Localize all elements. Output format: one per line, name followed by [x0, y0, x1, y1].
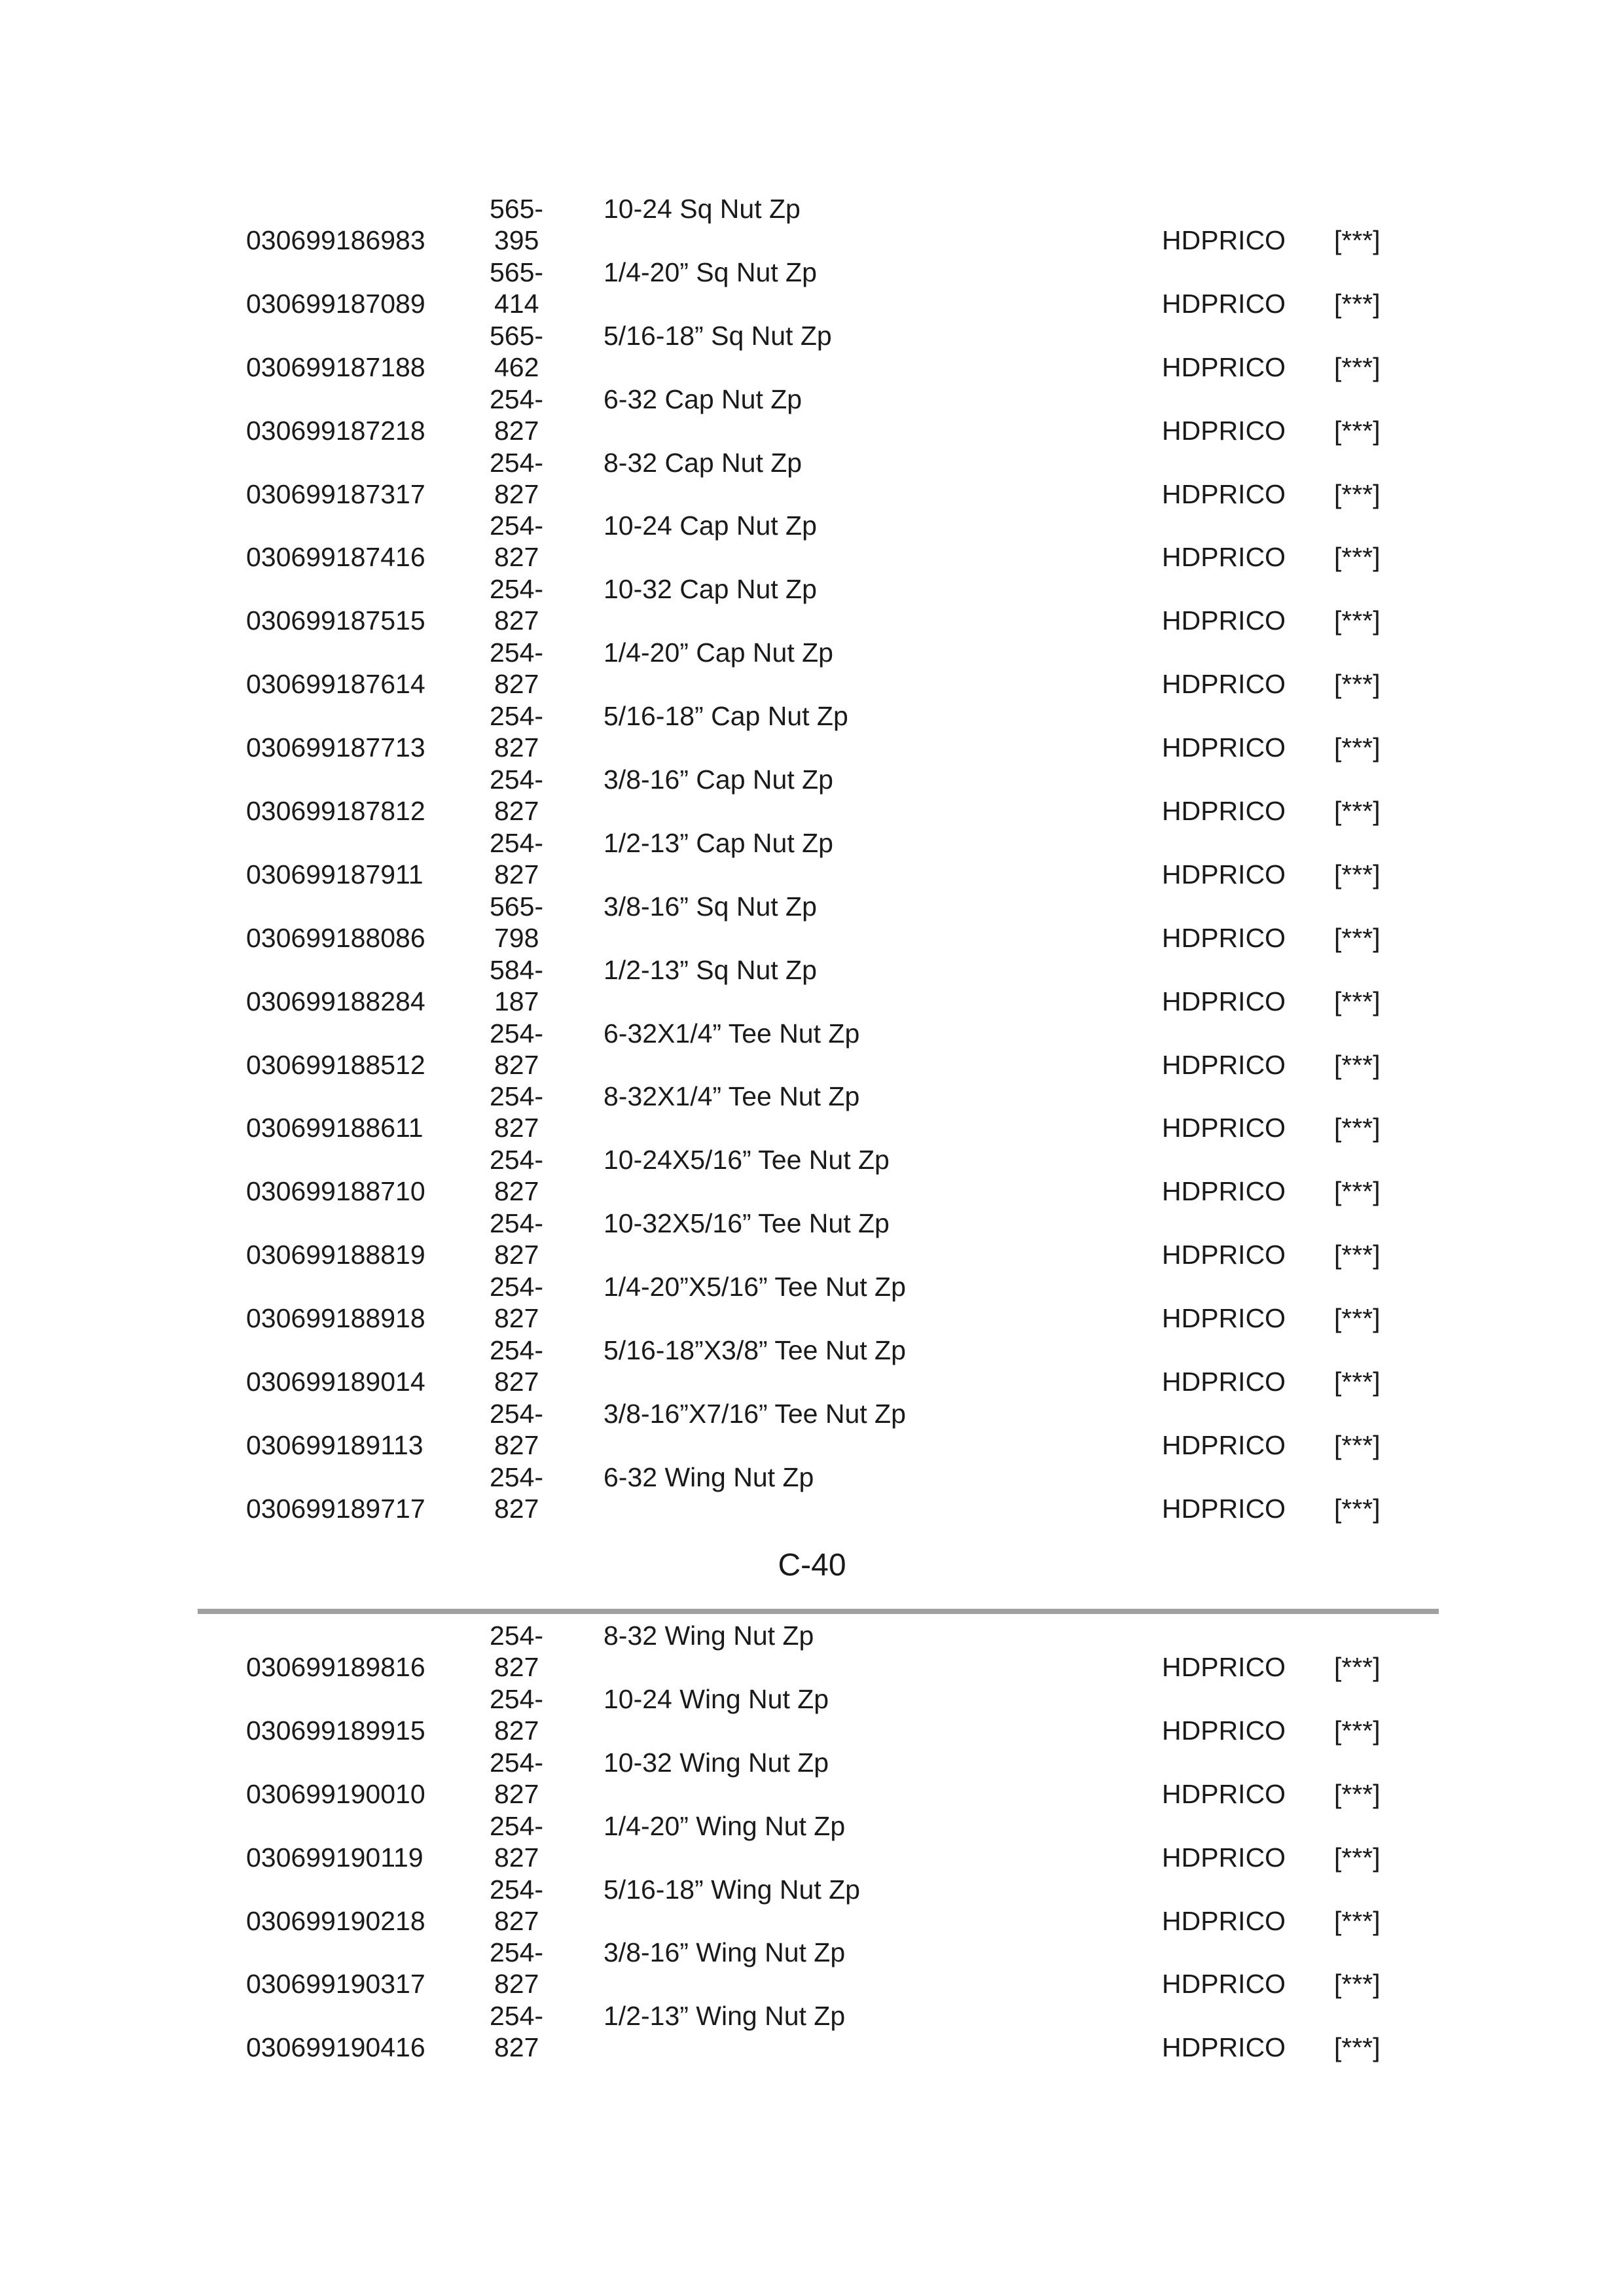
description-cell: 3/8-16” Sq Nut Zp — [604, 891, 817, 922]
sku-prefix-cell: 254- — [490, 637, 544, 668]
sku-prefix-cell: 254- — [490, 1462, 544, 1492]
table-row — [0, 1620, 1624, 1683]
vendor-cell: HDPRICO — [1162, 1240, 1286, 1270]
table-row — [0, 1271, 1624, 1335]
description-cell: 5/16-18” Wing Nut Zp — [604, 1874, 860, 1905]
table-row — [0, 573, 1624, 637]
price-cell: [***] — [1334, 1969, 1380, 2000]
table-row — [0, 257, 1624, 320]
description-cell: 1/4-20”X5/16” Tee Nut Zp — [604, 1272, 906, 1302]
vendor-cell: HDPRICO — [1162, 859, 1286, 889]
upc-cell: 030699190416 — [246, 2032, 425, 2063]
price-cell: [***] — [1334, 1176, 1380, 1207]
price-cell: [***] — [1334, 2032, 1380, 2063]
table-row — [0, 1937, 1624, 2000]
vendor-cell: HDPRICO — [1162, 1429, 1286, 1460]
sku-suffix-cell: 827 — [494, 1429, 539, 1460]
upc-cell: 030699187416 — [246, 542, 425, 573]
vendor-cell: HDPRICO — [1162, 1176, 1286, 1207]
price-cell: [***] — [1334, 1429, 1380, 1460]
page-number: C-40 — [778, 1548, 846, 1583]
table-row — [0, 1462, 1624, 1525]
table-row — [0, 1874, 1624, 1937]
upc-cell: 030699190010 — [246, 1778, 425, 1809]
description-cell: 1/4-20” Cap Nut Zp — [604, 637, 833, 668]
price-cell: [***] — [1334, 1778, 1380, 1809]
sku-prefix-cell: 565- — [490, 320, 544, 351]
vendor-cell: HDPRICO — [1162, 351, 1286, 382]
upc-cell: 030699187713 — [246, 732, 425, 763]
sku-prefix-cell: 254- — [490, 1621, 544, 1651]
price-cell: [***] — [1334, 1113, 1380, 1143]
vendor-cell: HDPRICO — [1162, 1493, 1286, 1524]
price-cell: [***] — [1334, 1303, 1380, 1334]
sku-suffix-cell: 827 — [494, 1493, 539, 1524]
sku-prefix-cell: 254- — [490, 2001, 544, 2032]
vendor-cell: HDPRICO — [1162, 732, 1286, 763]
table-row — [0, 954, 1624, 1018]
price-cell: [***] — [1334, 796, 1380, 827]
upc-cell: 030699189915 — [246, 1715, 425, 1746]
vendor-cell: HDPRICO — [1162, 1303, 1286, 1334]
upc-cell: 030699188819 — [246, 1240, 425, 1270]
price-cell: [***] — [1334, 351, 1380, 382]
description-cell: 10-32X5/16” Tee Nut Zp — [604, 1208, 890, 1239]
table-row — [0, 1144, 1624, 1208]
price-list-table-page-two — [0, 1620, 1624, 2064]
price-cell: [***] — [1334, 1049, 1380, 1080]
sku-prefix-cell: 254- — [490, 1683, 544, 1714]
table-row — [0, 1018, 1624, 1081]
price-cell: [***] — [1334, 1842, 1380, 1873]
price-cell: [***] — [1334, 478, 1380, 509]
table-row — [0, 1683, 1624, 1747]
upc-cell: 030699188512 — [246, 1049, 425, 1080]
sku-prefix-cell: 254- — [490, 1398, 544, 1429]
description-cell: 10-24X5/16” Tee Nut Zp — [604, 1145, 890, 1175]
vendor-cell: HDPRICO — [1162, 1715, 1286, 1746]
description-cell: 1/2-13” Wing Nut Zp — [604, 2001, 846, 2032]
vendor-cell: HDPRICO — [1162, 542, 1286, 573]
upc-cell: 030699189816 — [246, 1652, 425, 1682]
description-cell: 8-32 Wing Nut Zp — [604, 1621, 814, 1651]
description-cell: 10-32 Wing Nut Zp — [604, 1747, 829, 1778]
sku-suffix-cell: 827 — [494, 1715, 539, 1746]
upc-cell: 030699189717 — [246, 1493, 425, 1524]
upc-cell: 030699186983 — [246, 225, 425, 255]
description-cell: 3/8-16” Wing Nut Zp — [604, 1937, 846, 1968]
sku-suffix-cell: 827 — [494, 1303, 539, 1334]
sku-prefix-cell: 254- — [490, 1081, 544, 1112]
description-cell: 5/16-18”X3/8” Tee Nut Zp — [604, 1335, 906, 1366]
sku-suffix-cell: 827 — [494, 1176, 539, 1207]
sku-suffix-cell: 827 — [494, 478, 539, 509]
description-cell: 10-24 Sq Nut Zp — [604, 194, 801, 224]
vendor-cell: HDPRICO — [1162, 922, 1286, 953]
sku-suffix-cell: 827 — [494, 1652, 539, 1682]
upc-cell: 030699187218 — [246, 415, 425, 446]
table-row — [0, 1747, 1624, 1810]
sku-prefix-cell: 565- — [490, 891, 544, 922]
description-cell: 5/16-18” Sq Nut Zp — [604, 320, 832, 351]
price-cell: [***] — [1334, 1715, 1380, 1746]
sku-suffix-cell: 827 — [494, 415, 539, 446]
table-row — [0, 1810, 1624, 1874]
sku-prefix-cell: 254- — [490, 1208, 544, 1239]
description-cell: 6-32X1/4” Tee Nut Zp — [604, 1018, 860, 1049]
sku-suffix-cell: 827 — [494, 1969, 539, 2000]
sku-prefix-cell: 254- — [490, 1874, 544, 1905]
sku-prefix-cell: 254- — [490, 1145, 544, 1175]
vendor-cell: HDPRICO — [1162, 796, 1286, 827]
sku-prefix-cell: 254- — [490, 1810, 544, 1841]
price-cell: [***] — [1334, 225, 1380, 255]
upc-cell: 030699187614 — [246, 669, 425, 700]
price-cell: [***] — [1334, 1493, 1380, 1524]
description-cell: 3/8-16” Cap Nut Zp — [604, 764, 833, 795]
upc-cell: 030699190317 — [246, 1969, 425, 2000]
price-cell: [***] — [1334, 605, 1380, 636]
price-cell: [***] — [1334, 1367, 1380, 1397]
sku-prefix-cell: 254- — [490, 511, 544, 541]
sku-prefix-cell: 254- — [490, 701, 544, 732]
upc-cell: 030699187317 — [246, 478, 425, 509]
upc-cell: 030699187911 — [246, 859, 424, 889]
table-row — [0, 1335, 1624, 1398]
sku-prefix-cell: 565- — [490, 257, 544, 287]
sku-prefix-cell: 254- — [490, 1335, 544, 1366]
upc-cell: 030699189113 — [246, 1429, 424, 1460]
sku-prefix-cell: 254- — [490, 1018, 544, 1049]
description-cell: 8-32X1/4” Tee Nut Zp — [604, 1081, 860, 1112]
table-row — [0, 1398, 1624, 1462]
table-row — [0, 1081, 1624, 1144]
vendor-cell: HDPRICO — [1162, 1969, 1286, 2000]
sku-prefix-cell: 565- — [490, 194, 544, 224]
sku-prefix-cell: 254- — [490, 764, 544, 795]
sku-prefix-cell: 254- — [490, 384, 544, 414]
sku-prefix-cell: 254- — [490, 574, 544, 605]
sku-prefix-cell: 584- — [490, 954, 544, 985]
upc-cell: 030699187188 — [246, 351, 425, 382]
upc-cell: 030699188611 — [246, 1113, 424, 1143]
vendor-cell: HDPRICO — [1162, 1778, 1286, 1809]
sku-suffix-cell: 827 — [494, 1240, 539, 1270]
upc-cell: 030699190119 — [246, 1842, 424, 1873]
sku-suffix-cell: 827 — [494, 859, 539, 889]
sku-suffix-cell: 395 — [494, 225, 539, 255]
upc-cell: 030699187515 — [246, 605, 425, 636]
table-row — [0, 764, 1624, 827]
price-cell: [***] — [1334, 288, 1380, 319]
page-divider — [198, 1609, 1439, 1614]
vendor-cell: HDPRICO — [1162, 669, 1286, 700]
sku-suffix-cell: 827 — [494, 1905, 539, 1936]
description-cell: 1/2-13” Sq Nut Zp — [604, 954, 817, 985]
description-cell: 6-32 Cap Nut Zp — [604, 384, 803, 414]
vendor-cell: HDPRICO — [1162, 1049, 1286, 1080]
table-row — [0, 891, 1624, 954]
price-cell: [***] — [1334, 669, 1380, 700]
price-cell: [***] — [1334, 859, 1380, 889]
table-row — [0, 2000, 1624, 2064]
sku-prefix-cell: 254- — [490, 447, 544, 478]
price-cell: [***] — [1334, 1652, 1380, 1682]
description-cell: 10-32 Cap Nut Zp — [604, 574, 817, 605]
sku-suffix-cell: 827 — [494, 1367, 539, 1397]
upc-cell: 030699188086 — [246, 922, 425, 953]
sku-suffix-cell: 827 — [494, 542, 539, 573]
table-row — [0, 827, 1624, 891]
price-cell: [***] — [1334, 1905, 1380, 1936]
sku-suffix-cell: 827 — [494, 1778, 539, 1809]
sku-prefix-cell: 254- — [490, 827, 544, 858]
sku-suffix-cell: 462 — [494, 351, 539, 382]
sku-suffix-cell: 827 — [494, 1113, 539, 1143]
sku-suffix-cell: 827 — [494, 732, 539, 763]
sku-prefix-cell: 254- — [490, 1747, 544, 1778]
price-cell: [***] — [1334, 542, 1380, 573]
description-cell: 10-24 Cap Nut Zp — [604, 511, 817, 541]
vendor-cell: HDPRICO — [1162, 1652, 1286, 1682]
description-cell: 5/16-18” Cap Nut Zp — [604, 701, 848, 732]
price-cell: [***] — [1334, 732, 1380, 763]
description-cell: 8-32 Cap Nut Zp — [604, 447, 803, 478]
table-row — [0, 447, 1624, 511]
upc-cell: 030699188284 — [246, 986, 425, 1016]
table-row — [0, 637, 1624, 700]
table-row — [0, 510, 1624, 573]
vendor-cell: HDPRICO — [1162, 1905, 1286, 1936]
price-cell: [***] — [1334, 986, 1380, 1016]
table-row — [0, 193, 1624, 257]
description-cell: 1/4-20” Wing Nut Zp — [604, 1810, 846, 1841]
price-list-table-page-one — [0, 193, 1624, 1525]
description-cell: 3/8-16”X7/16” Tee Nut Zp — [604, 1398, 906, 1429]
price-cell: [***] — [1334, 1240, 1380, 1270]
upc-cell: 030699188710 — [246, 1176, 425, 1207]
sku-suffix-cell: 827 — [494, 796, 539, 827]
sku-suffix-cell: 827 — [494, 669, 539, 700]
upc-cell: 030699188918 — [246, 1303, 425, 1334]
vendor-cell: HDPRICO — [1162, 288, 1286, 319]
vendor-cell: HDPRICO — [1162, 1842, 1286, 1873]
upc-cell: 030699190218 — [246, 1905, 425, 1936]
vendor-cell: HDPRICO — [1162, 478, 1286, 509]
description-cell: 10-24 Wing Nut Zp — [604, 1683, 829, 1714]
sku-suffix-cell: 827 — [494, 1842, 539, 1873]
vendor-cell: HDPRICO — [1162, 986, 1286, 1016]
sku-suffix-cell: 827 — [494, 1049, 539, 1080]
vendor-cell: HDPRICO — [1162, 415, 1286, 446]
sku-suffix-cell: 414 — [494, 288, 539, 319]
sku-prefix-cell: 254- — [490, 1937, 544, 1968]
upc-cell: 030699187812 — [246, 796, 425, 827]
upc-cell: 030699187089 — [246, 288, 425, 319]
vendor-cell: HDPRICO — [1162, 225, 1286, 255]
vendor-cell: HDPRICO — [1162, 1367, 1286, 1397]
upc-cell: 030699189014 — [246, 1367, 425, 1397]
sku-prefix-cell: 254- — [490, 1272, 544, 1302]
sku-suffix-cell: 827 — [494, 605, 539, 636]
table-row — [0, 700, 1624, 764]
sku-suffix-cell: 187 — [494, 986, 539, 1016]
table-row — [0, 1208, 1624, 1271]
vendor-cell: HDPRICO — [1162, 1113, 1286, 1143]
description-cell: 6-32 Wing Nut Zp — [604, 1462, 814, 1492]
table-row — [0, 320, 1624, 384]
description-cell: 1/4-20” Sq Nut Zp — [604, 257, 817, 287]
vendor-cell: HDPRICO — [1162, 2032, 1286, 2063]
table-row — [0, 384, 1624, 447]
price-cell: [***] — [1334, 922, 1380, 953]
price-cell: [***] — [1334, 415, 1380, 446]
sku-suffix-cell: 798 — [494, 922, 539, 953]
vendor-cell: HDPRICO — [1162, 605, 1286, 636]
sku-suffix-cell: 827 — [494, 2032, 539, 2063]
description-cell: 1/2-13” Cap Nut Zp — [604, 827, 833, 858]
